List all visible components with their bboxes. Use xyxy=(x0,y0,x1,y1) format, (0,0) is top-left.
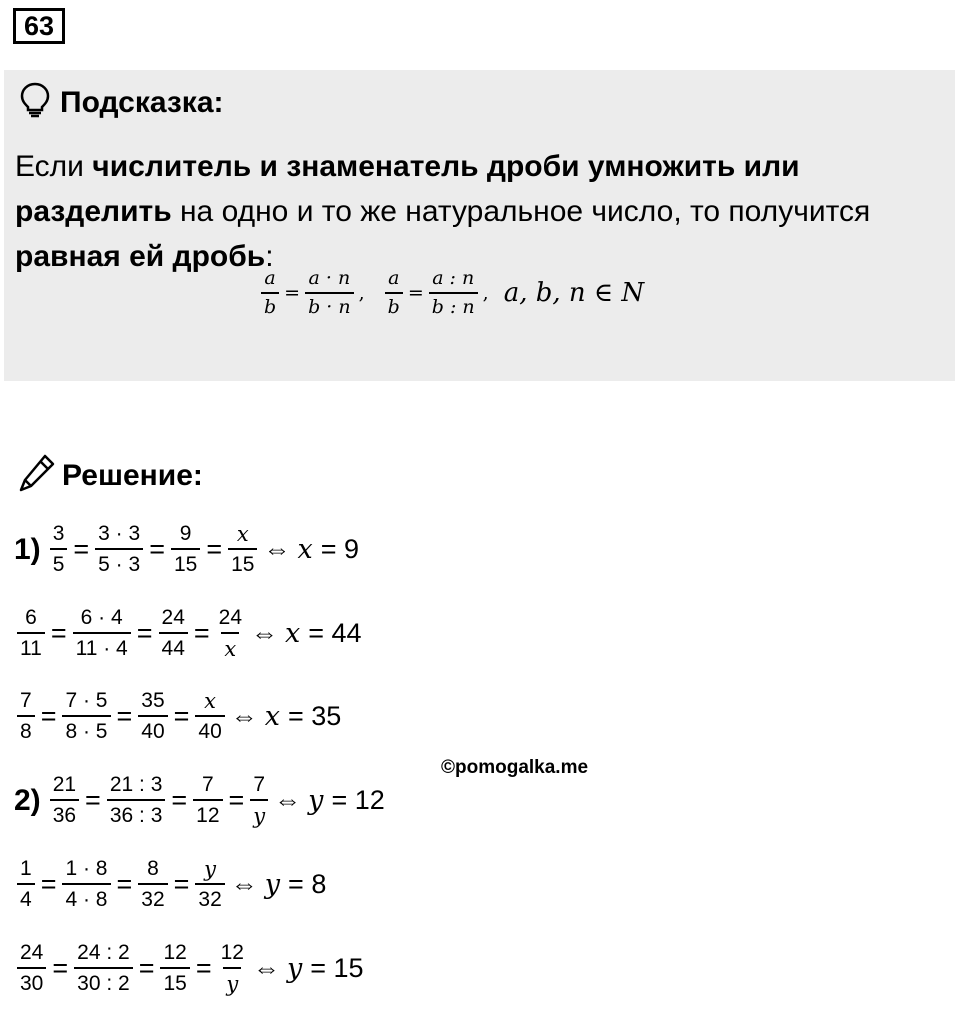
denominator: 15 xyxy=(228,548,257,577)
equation-row xyxy=(14,941,364,996)
numerator: 7 xyxy=(253,773,266,796)
equation-row xyxy=(14,522,359,577)
denominator: 4 · 8 xyxy=(62,883,110,912)
denominator: 32 xyxy=(195,883,224,912)
numerator: 35 xyxy=(141,689,165,712)
variable: x xyxy=(285,618,301,650)
numerator: 3 xyxy=(52,522,65,545)
formula-fraction: $\frac{a}{b}$ xyxy=(385,268,403,319)
fraction xyxy=(62,689,110,744)
denominator: 5 · 3 xyxy=(95,548,143,577)
numerator: x xyxy=(236,522,249,546)
equals-sign: = xyxy=(228,785,245,816)
lightbulb-icon xyxy=(20,82,50,123)
fraction xyxy=(195,857,224,912)
equivalence-sign: ⇔ xyxy=(263,534,291,565)
fraction xyxy=(17,689,35,744)
numerator: 1 xyxy=(20,857,32,880)
result-value: = 15 xyxy=(310,953,364,984)
equals-sign: = xyxy=(206,534,223,565)
equals-sign: = xyxy=(195,953,212,984)
equals-sign: = xyxy=(138,953,155,984)
fraction xyxy=(195,689,224,744)
hint-formula: $\frac{a}{b}$ = $\frac{a \cdot n}{b \cdot n}$ , $\frac{a}{b}$ = $\frac{a : n}{b : n}$ , a, b, n ∈ N xyxy=(259,268,644,319)
fraction xyxy=(228,522,257,577)
equals-sign: = xyxy=(73,534,90,565)
fraction xyxy=(250,773,268,828)
result-value: = 9 xyxy=(320,534,359,565)
formula-set: a, b, n ∈ N xyxy=(503,278,645,309)
numerator: 21 : 3 xyxy=(109,773,163,796)
fraction xyxy=(62,857,110,912)
numerator: 24 xyxy=(218,606,243,629)
denominator: 12 xyxy=(193,799,222,828)
item-label: 2) xyxy=(14,783,41,817)
fraction xyxy=(107,773,166,828)
fraction xyxy=(159,606,188,661)
formula-fraction: $\frac{a}{b}$ xyxy=(261,268,279,319)
numerator: 7 xyxy=(201,773,214,796)
fraction xyxy=(50,773,79,828)
equals-sign: = xyxy=(173,701,190,732)
denominator: 11 xyxy=(17,632,45,661)
numerator: 6 xyxy=(25,606,37,629)
variable: y xyxy=(308,785,324,817)
numerator: 24 xyxy=(20,941,44,964)
equals-sign: = xyxy=(40,869,57,900)
item-label: 1) xyxy=(14,532,41,566)
numerator: 9 xyxy=(179,522,192,545)
task-number: 63 xyxy=(13,8,65,44)
fraction xyxy=(17,941,46,996)
equals-sign: = xyxy=(40,701,57,732)
fraction xyxy=(74,941,133,996)
denominator: 4 xyxy=(17,883,35,912)
numerator: 12 xyxy=(220,941,244,964)
solution-title: Решение: xyxy=(62,458,203,492)
fraction xyxy=(138,689,167,744)
result-value: = 8 xyxy=(288,869,327,900)
equation-row xyxy=(14,689,341,744)
equivalence-sign: ⇔ xyxy=(230,701,258,732)
denominator: 15 xyxy=(171,548,200,577)
formula-fraction: $\frac{a \cdot n}{b \cdot n}$ xyxy=(305,268,354,319)
fraction xyxy=(17,606,45,661)
denominator: 15 xyxy=(160,967,189,996)
equivalence-sign: ⇔ xyxy=(251,618,279,649)
hint-text: Если числитель и знаменатель дроби умножить или разделить на одно и то же натуральное число, то получится равная ей дробь: xyxy=(15,150,871,273)
equals-sign: = xyxy=(149,534,165,565)
numerator: 21 xyxy=(52,773,77,796)
numerator: 7 · 5 xyxy=(65,689,108,712)
fraction xyxy=(73,606,131,661)
denominator: 8 xyxy=(17,715,35,744)
solution-header xyxy=(18,453,203,498)
fraction xyxy=(218,941,247,996)
denominator: 36 : 3 xyxy=(107,799,166,828)
equals-sign: = xyxy=(193,618,210,649)
equivalence-sign: ⇔ xyxy=(230,869,258,900)
numerator: 6 · 4 xyxy=(80,606,123,629)
variable: y xyxy=(264,869,281,901)
result-value: = 12 xyxy=(331,785,385,816)
result-value: = 44 xyxy=(308,618,362,649)
numerator: 8 xyxy=(147,857,159,880)
numerator: 24 : 2 xyxy=(77,941,130,964)
denominator: y xyxy=(250,799,268,828)
denominator: x xyxy=(221,632,239,661)
denominator: 30 : 2 xyxy=(74,967,133,996)
fraction xyxy=(216,606,245,661)
fraction xyxy=(193,773,222,828)
fraction xyxy=(17,857,35,912)
equals-sign: = xyxy=(116,701,133,732)
denominator: 32 xyxy=(138,883,167,912)
denominator: 40 xyxy=(195,715,224,744)
equation-row xyxy=(14,773,385,828)
watermark: ©pomogalka.me xyxy=(441,757,589,778)
equals-sign: = xyxy=(50,618,67,649)
denominator: 40 xyxy=(138,715,167,744)
numerator: 12 xyxy=(163,941,187,964)
equation-row xyxy=(14,606,362,661)
equals-sign: = xyxy=(116,869,133,900)
hint-title: Подсказка: xyxy=(60,85,224,119)
denominator: 44 xyxy=(159,632,188,661)
fraction xyxy=(50,522,68,577)
pencil-icon xyxy=(18,453,56,498)
variable: x xyxy=(297,534,313,566)
numerator: 3 · 3 xyxy=(98,522,141,545)
fraction xyxy=(138,857,167,912)
numerator: 24 xyxy=(161,606,185,629)
denominator: y xyxy=(223,967,241,996)
result-value: = 35 xyxy=(288,701,342,732)
equals-sign: = xyxy=(173,869,190,900)
numerator: 7 xyxy=(20,689,32,712)
fraction xyxy=(160,941,189,996)
hint-header xyxy=(20,82,224,123)
equals-sign: = xyxy=(171,785,188,816)
numerator: y xyxy=(204,857,217,881)
denominator: 30 xyxy=(17,967,46,996)
equation-row xyxy=(14,857,326,912)
variable: y xyxy=(286,953,303,985)
numerator: 1 · 8 xyxy=(65,857,108,880)
equivalence-sign: ⇔ xyxy=(274,785,302,816)
equals-sign: = xyxy=(85,785,101,816)
denominator: 5 xyxy=(50,548,68,577)
equals-sign: = xyxy=(136,618,153,649)
numerator: x xyxy=(204,689,217,713)
formula-fraction: $\frac{a : n}{b : n}$ xyxy=(429,268,478,319)
hint-box xyxy=(4,70,955,381)
denominator: 11 · 4 xyxy=(73,632,131,661)
denominator: 8 · 5 xyxy=(62,715,110,744)
equals-sign: = xyxy=(52,953,69,984)
fraction xyxy=(171,522,200,577)
equivalence-sign: ⇔ xyxy=(252,953,280,984)
fraction xyxy=(95,522,143,577)
variable: x xyxy=(264,701,281,733)
denominator: 36 xyxy=(50,799,79,828)
